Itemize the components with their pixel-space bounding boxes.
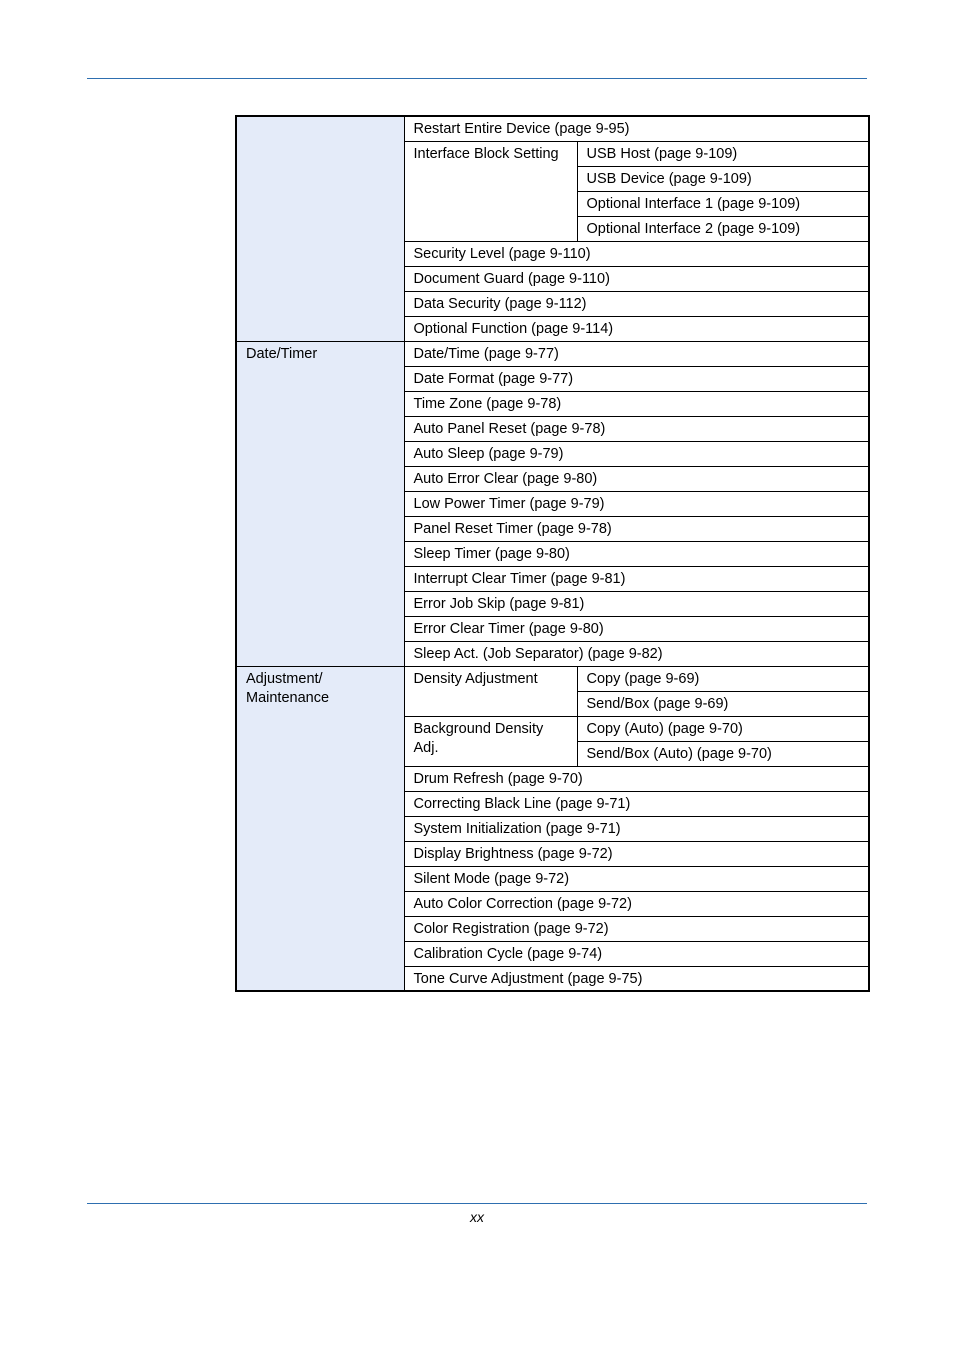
sub-item-cell: Send/Box (page 9-69) — [577, 691, 869, 716]
group-cell: Interface Block Setting — [404, 141, 577, 241]
table-row — [236, 666, 869, 691]
category-cell: Date/Timer — [236, 341, 404, 666]
group-cell: Density Adjustment — [404, 666, 577, 716]
footer-rule — [87, 1203, 867, 1204]
page-number: xx — [470, 1209, 484, 1225]
item-cell: Auto Color Correction (page 9-72) — [404, 891, 869, 916]
sub-item-cell: Optional Interface 1 (page 9-109) — [577, 191, 869, 216]
item-cell: Low Power Timer (page 9-79) — [404, 491, 869, 516]
item-cell: Error Clear Timer (page 9-80) — [404, 616, 869, 641]
item-cell: Drum Refresh (page 9-70) — [404, 766, 869, 791]
sub-item-cell: USB Host (page 9-109) — [577, 141, 869, 166]
sub-item-cell: Copy (Auto) (page 9-70) — [577, 716, 869, 741]
item-cell: Display Brightness (page 9-72) — [404, 841, 869, 866]
item-cell: Calibration Cycle (page 9-74) — [404, 941, 869, 966]
item-cell: Panel Reset Timer (page 9-78) — [404, 516, 869, 541]
item-cell: Optional Function (page 9-114) — [404, 316, 869, 341]
item-cell: Data Security (page 9-112) — [404, 291, 869, 316]
item-cell: Auto Error Clear (page 9-80) — [404, 466, 869, 491]
item-cell: Security Level (page 9-110) — [404, 241, 869, 266]
group-cell: Background Density Adj. — [404, 716, 577, 766]
item-cell: Document Guard (page 9-110) — [404, 266, 869, 291]
category-cell: Adjustment/ Maintenance — [236, 666, 404, 991]
sub-item-cell: USB Device (page 9-109) — [577, 166, 869, 191]
item-cell: Error Job Skip (page 9-81) — [404, 591, 869, 616]
table-row — [236, 341, 869, 366]
item-cell: Interrupt Clear Timer (page 9-81) — [404, 566, 869, 591]
item-cell: Silent Mode (page 9-72) — [404, 866, 869, 891]
sub-item-cell: Send/Box (Auto) (page 9-70) — [577, 741, 869, 766]
item-cell: Color Registration (page 9-72) — [404, 916, 869, 941]
item-cell: Tone Curve Adjustment (page 9-75) — [404, 966, 869, 991]
item-cell: Date Format (page 9-77) — [404, 366, 869, 391]
header-rule — [87, 78, 867, 79]
item-cell: Auto Panel Reset (page 9-78) — [404, 416, 869, 441]
category-cell — [236, 116, 404, 341]
table-row — [236, 116, 869, 141]
item-cell: Sleep Act. (Job Separator) (page 9-82) — [404, 641, 869, 666]
item-cell: Sleep Timer (page 9-80) — [404, 541, 869, 566]
sub-item-cell: Copy (page 9-69) — [577, 666, 869, 691]
menu-map-table — [235, 115, 870, 992]
item-cell: Auto Sleep (page 9-79) — [404, 441, 869, 466]
item-cell: Correcting Black Line (page 9-71) — [404, 791, 869, 816]
item-cell: Date/Time (page 9-77) — [404, 341, 869, 366]
item-cell: Restart Entire Device (page 9-95) — [404, 116, 869, 141]
sub-item-cell: Optional Interface 2 (page 9-109) — [577, 216, 869, 241]
item-cell: Time Zone (page 9-78) — [404, 391, 869, 416]
item-cell: System Initialization (page 9-71) — [404, 816, 869, 841]
